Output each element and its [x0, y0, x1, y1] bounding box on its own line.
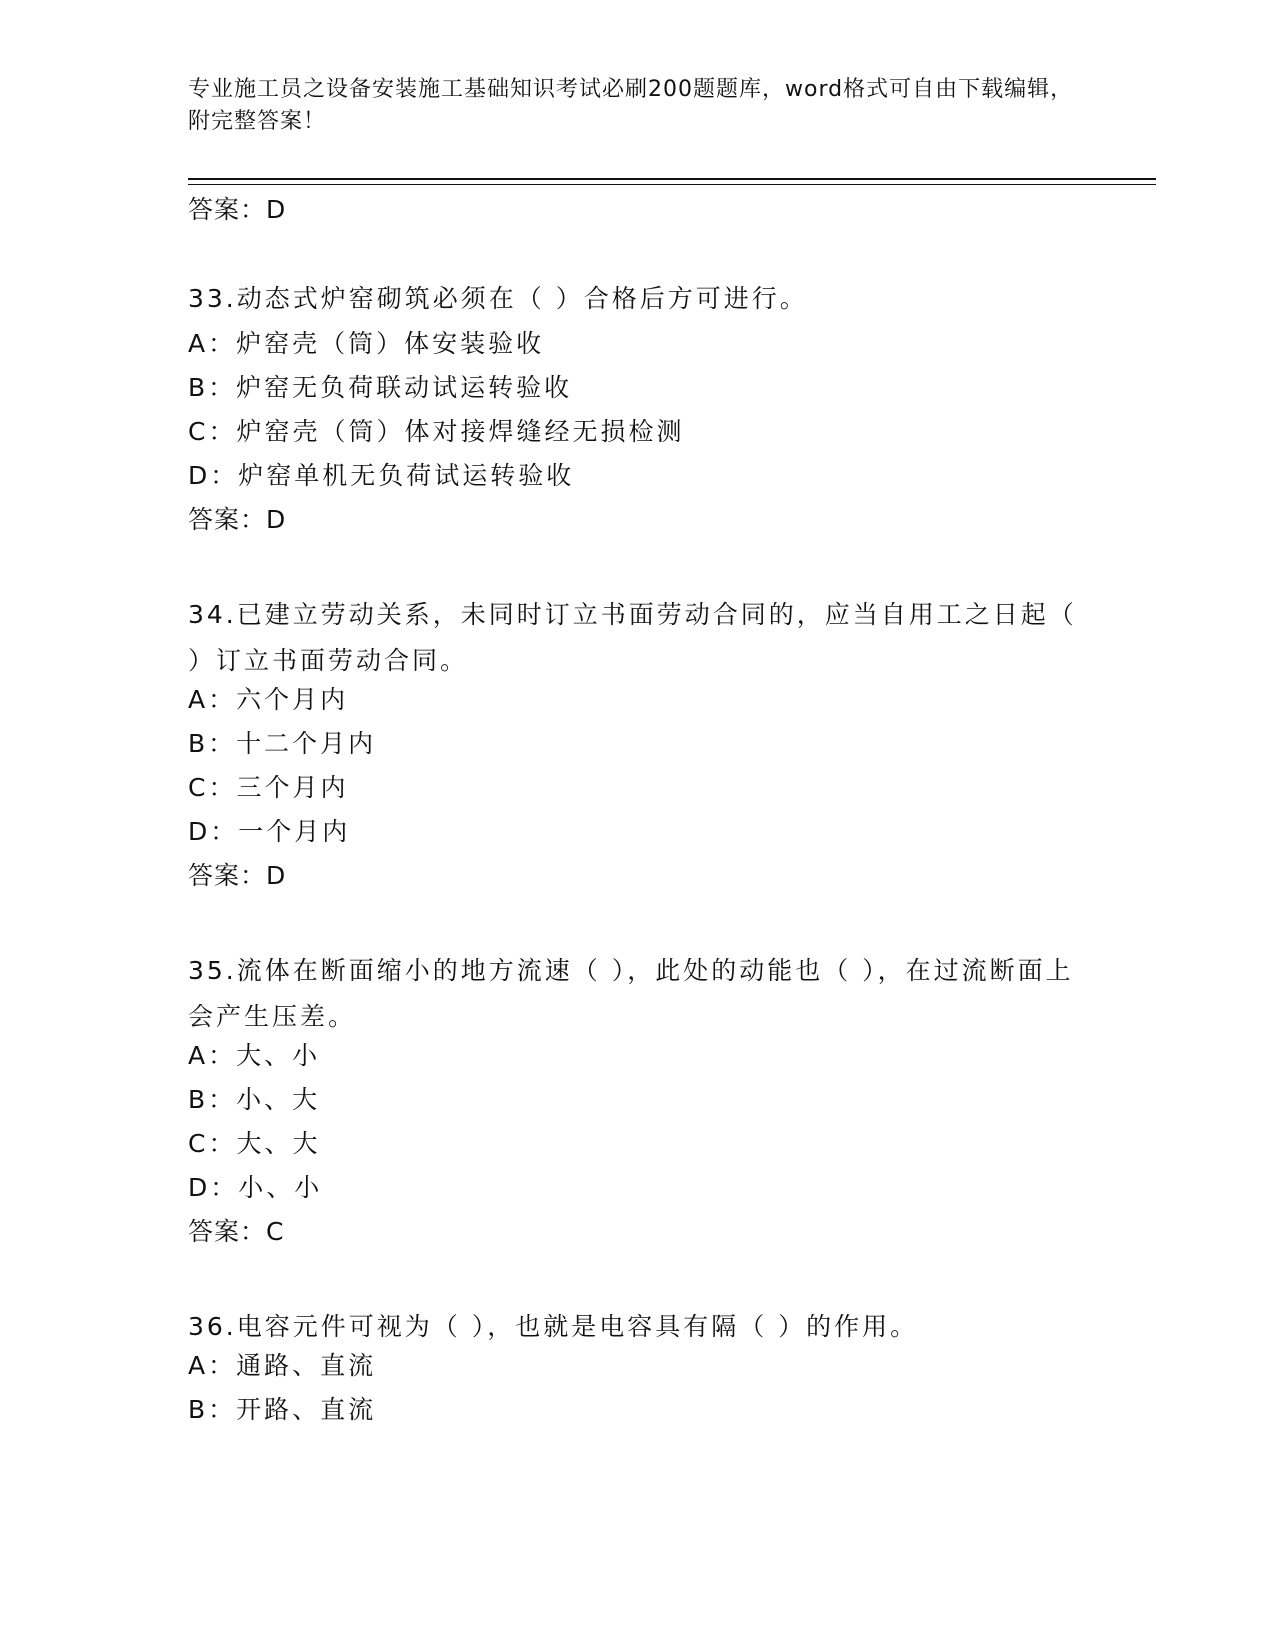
question-34-stem: 34.已建立劳动关系，未同时订立书面劳动合同的，应当自用工之日起（ ）订立书面劳动合同。 — [188, 600, 1077, 675]
question-36-stem: 36.电容元件可视为（ ），也就是电容具有隔（ ）的作用。 — [188, 1312, 919, 1341]
question-35-option-a: A：大、小 — [188, 1041, 321, 1070]
question-36-option-b: B：开路、直流 — [188, 1395, 377, 1424]
answer-q32: 答案：D — [188, 195, 287, 224]
question-34-option-d: D：一个月内 — [188, 817, 351, 846]
question-33-option-b: B：炉窑无负荷联动试运转验收 — [188, 373, 573, 402]
answer-q33: 答案：D — [188, 505, 287, 534]
question-33-stem: 33.动态式炉窑砌筑必须在（ ）合格后方可进行。 — [188, 284, 808, 313]
question-35-option-d: D：小、小 — [188, 1173, 323, 1202]
question-33-option-c: C：炉窑壳（筒）体对接焊缝经无损检测 — [188, 417, 685, 446]
question-35-stem: 35.流体在断面缩小的地方流速（ ），此处的动能也（ ），在过流断面上会产生压差。 — [188, 956, 1074, 1031]
question-34-option-a: A：六个月内 — [188, 685, 349, 714]
answer-q35: 答案：C — [188, 1217, 285, 1246]
answer-q34: 答案：D — [188, 861, 287, 890]
question-33-option-d: D：炉窑单机无负荷试运转验收 — [188, 461, 575, 490]
question-35-option-c: C：大、大 — [188, 1129, 321, 1158]
question-34-option-c: C：三个月内 — [188, 773, 349, 802]
question-34-option-b: B：十二个月内 — [188, 729, 377, 758]
page-header-title: 专业施工员之设备安装施工基础知识考试必刷200题题库，word格式可自由下载编辑，附完整答案！ — [188, 77, 1074, 134]
question-36-option-a: A：通路、直流 — [188, 1351, 377, 1380]
question-35-option-b: B：小、大 — [188, 1085, 321, 1114]
header-divider — [188, 178, 1156, 180]
header-divider-thin — [188, 184, 1156, 185]
question-33-option-a: A：炉窑壳（筒）体安装验收 — [188, 329, 545, 358]
